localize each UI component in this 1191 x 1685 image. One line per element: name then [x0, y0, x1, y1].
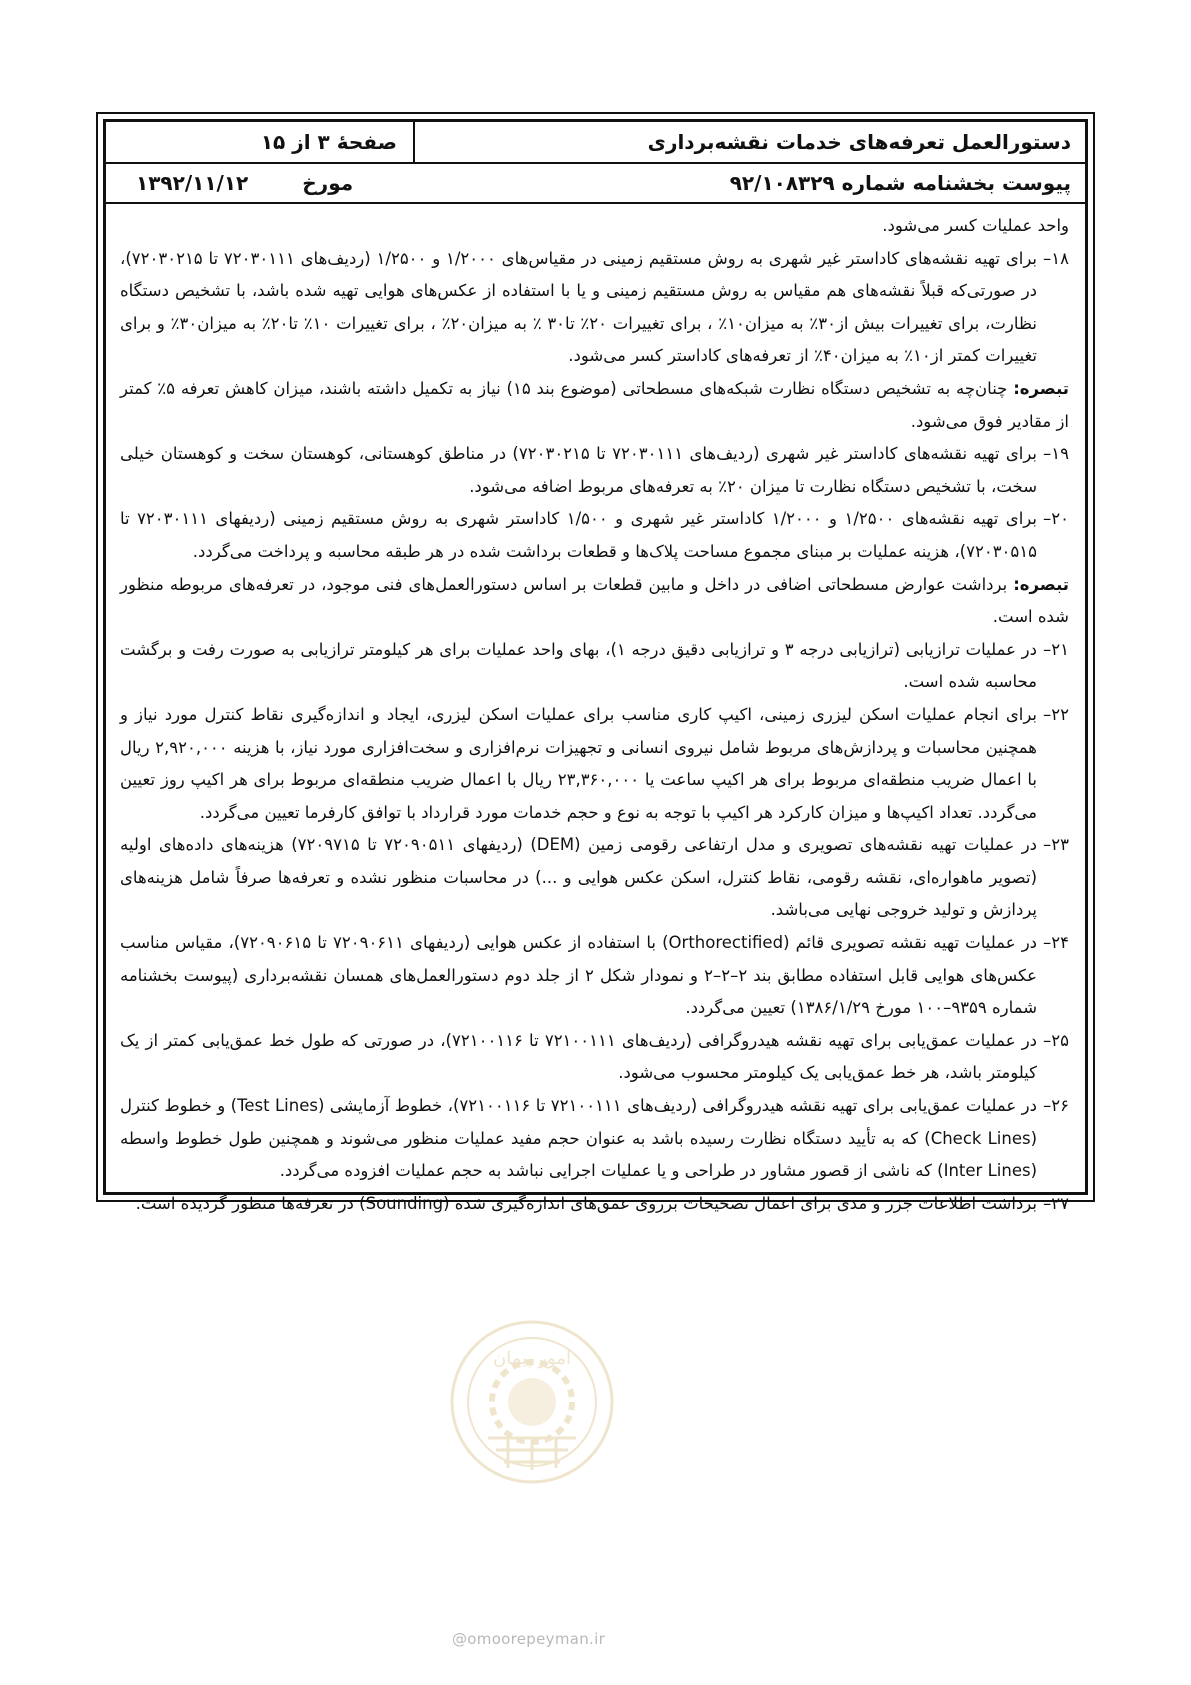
watermark-text: امور پیمان	[493, 1348, 571, 1369]
page-number: صفحهٔ ۳ از ۱۵	[106, 122, 415, 162]
note-text: چنان‌چه به تشخیص دستگاه نظارت شبکه‌های مسطحاتی (موضوع بند ۱۵) نیاز به تکمیل داشته باشند، میزان کاهش تعرفه ۵٪ کمتر از مقادیر فوق می‌شود.	[120, 378, 1069, 431]
list-item-22	[120, 699, 1069, 829]
item-text: برای تهیه نقشه‌های کاداستر غیر شهری (ردیف‌های ۷۲۰۳۰۱۱۱ تا ۷۲۰۳۰۲۱۵) در مناطق کوهستانی، کوهستان سخت و کوهستان خیلی سخت، با تشخیص دستگاه نظارت تا میزان ۲۰٪ به تعرفه‌های مربوط اضافه می‌شود.	[120, 444, 1038, 496]
item-text: در عملیات عمق‌یابی برای تهیه نقشه هیدروگرافی (ردیف‌های ۷۲۱۰۰۱۱۱ تا ۷۲۱۰۰۱۱۶)، در صورتی که طول خط عمق‌یابی کمتر از یک کیلومتر باشد، هر خط عمق‌یابی یک کیلومتر محسوب می‌شود.	[120, 1030, 1038, 1083]
item-number: ۲۷–	[1043, 1193, 1069, 1213]
circular-info	[106, 164, 1085, 202]
list-item-20	[120, 503, 1069, 568]
item-text: در عملیات تهیه نقشه‌های تصویری و مدل ارتفاعی رقومی زمین (DEM) (ردیفهای ۷۲۰۹۰۵۱۱ تا ۷۲۰۹۷۱۵) هزینه‌های داده‌های اولیه (تصویر ماهواره‌ای، نقشه رقومی، نقاط کنترل، اسکن عکس هوایی و ...) در محاسبات منظور نشده و تعرفه‌ها صرفاً شامل هزینه‌های پردازش و تولید خروجی نهایی می‌باشد.	[120, 835, 1038, 920]
item-number: ۲۵–	[1043, 1030, 1069, 1050]
item-number: ۱۸–	[1043, 248, 1069, 268]
note-label: تبصره:	[1013, 574, 1069, 594]
item-text: برای انجام عملیات اسکن لیزری زمینی، اکیپ کاری مناسب برای عملیات اسکن لیزری، ایجاد و اندازه‌گیری نقاط کنترل مورد نیاز و همچنین محاسبات و پردازش‌های مربوط شامل نیروی انسانی و تجهیزات نرم‌افزاری و سخت‌افزاری مورد نیاز، با هزینه ۲,۹۲۰,۰۰۰ ریال با اعمال ضریب منطقه‌ای مربوط برای هر اکیپ ساعت یا ۲۳,۳۶۰,۰۰۰ ریال با اعمال ضریب منطقه‌ای مربوط برای هر اکیپ روز تعیین می‌گردد. تعداد اکیپ‌ها و میزان کارکرد هر اکیپ با توجه به نوع و حجم خدمات مورد قرارداد با توافق کارفرما تعیین می‌گردد.	[120, 704, 1038, 822]
date-group	[136, 171, 353, 195]
list-item-23	[120, 829, 1069, 927]
note-1	[120, 373, 1069, 438]
item-number: ۲۳–	[1043, 835, 1069, 855]
item-number: ۱۹–	[1043, 444, 1069, 464]
item-text: در عملیات تهیه نقشه تصویری قائم (Orthorectified) با استفاده از عکس هوایی (ردیفهای ۷۲۰۹۰۶۱۱ تا ۷۲۰۹۰۶۱۵)، مقیاس مناسب عکس‌های هوایی قابل استفاده مطابق بند ۲–۲–۲ و نمودار شکل ۲ از جلد دوم دستورالعمل‌های همسان نقشه‌برداری (پیوست بخشنامه شماره ۹۳۵۹–۱۰۰ مورخ ۱۳۸۶/۱/۲۹) تعیین می‌گردد.	[120, 933, 1038, 1018]
list-item-21	[120, 634, 1069, 699]
list-item-24	[120, 927, 1069, 1025]
note-label: تبصره:	[1013, 378, 1069, 398]
header-row-2	[106, 164, 1085, 204]
item-text: در عملیات عمق‌یابی برای تهیه نقشه هیدروگرافی (ردیف‌های ۷۲۱۰۰۱۱۱ تا ۷۲۱۰۰۱۱۶)، خطوط آزمایشی (Test Lines) و خطوط کنترل (Check Lines) که به تأیید دستگاه نظارت رسیده باشد به عنوان حجم مفید عملیات منظور می‌شوند و همچنین طول خطوط واسطه (Inter Lines) که ناشی از قصور مشاور در طراحی و یا عملیات اجرایی نباشد به حجم عملیات افزوده می‌گردد.	[120, 1096, 1038, 1181]
document-body	[106, 204, 1085, 1220]
note-text: برداشت عوارض مسطحاتی اضافی در داخل و مابین قطعات بر اساس دستورالعمل‌های فنی موجود، در تعرفه‌های مربوطه منظور شده است.	[120, 574, 1069, 627]
date-value: ۱۳۹۲/۱۱/۱۲	[136, 171, 249, 195]
list-item-25	[120, 1025, 1069, 1090]
watermark-seal-icon	[448, 1318, 616, 1486]
item-number: ۲۲–	[1043, 704, 1069, 724]
item-text: برداشت اطلاعات جزر و مدی برای اعمال تصحیحات برروی عمق‌های اندازه‌گیری شده (Sounding) در تعرفه‌ها منظور گردیده است.	[135, 1193, 1038, 1213]
continuation-line: واحد عملیات کسر می‌شود.	[882, 216, 1069, 235]
item-text: برای تهیه نقشه‌های ۱/۲۵۰۰ و ۱/۲۰۰۰ کاداستر غیر شهری و ۱/۵۰۰ کاداستر شهری به روش مستقیم زمینی (ردیفهای ۷۲۰۳۰۱۱۱ تا ۷۲۰۳۰۵۱۵)، هزینه عملیات بر مبنای مجموع مساحت پلاک‌ها و قطعات برداشت شده در هر طبقه محاسبه و پرداخت می‌گردد.	[120, 509, 1038, 561]
note-2	[120, 569, 1069, 634]
item-number: ۲۶–	[1043, 1096, 1069, 1116]
list-item-27	[120, 1188, 1069, 1221]
footer-url: @omoorepeyman.ir	[452, 1630, 606, 1648]
item-number: ۲۱–	[1043, 639, 1069, 659]
page-frame	[103, 119, 1088, 1213]
item-text: برای تهیه نقشه‌های کاداستر غیر شهری به روش مستقیم زمینی در مقیاس‌های ۱/۲۰۰۰ و ۱/۲۵۰۰ (ردیف‌های ۷۲۰۳۰۱۱۱ تا ۷۲۰۳۰۲۱۵)، در صورتی‌که قبلاً نقشه‌های هم مقیاس به روش مستقیم زمینی و یا با استفاده از عکس‌های هوایی تهیه شده باشد، با تشخیص دستگاه نظارت، برای تغییرات بیش از۳۰٪ به میزان۱۰٪ ، برای تغییرات ۲۰٪ تا۳۰ ٪ به میزان۲۰٪ ، برای تغییرات ۱۰٪ تا۲۰٪ به میزان۳۰٪ و برای تغییرات کمتر از۱۰٪ به میزان۴۰٪ از تعرفه‌های کاداستر کسر می‌شود.	[120, 248, 1038, 366]
date-label: مورخ	[302, 171, 354, 195]
document-title: دستورالعمل تعرفه‌های خدمات نقشه‌برداری	[647, 130, 1071, 154]
item-number: ۲۰–	[1043, 509, 1069, 529]
list-item-19	[120, 438, 1069, 503]
item-number: ۲۴–	[1043, 933, 1069, 953]
item-text: در عملیات ترازیابی (ترازیابی درجه ۳ و ترازیابی دقیق درجه ۱)، بهای واحد عملیات برای هر کیلومتر ترازیابی به صورت رفت و برگشت محاسبه شده است.	[120, 639, 1038, 692]
list-item-26	[120, 1090, 1069, 1188]
list-item-18	[120, 243, 1069, 373]
header-row-1	[106, 122, 1085, 164]
circular-number: پیوست بخشنامه شماره ۹۲/۱۰۸۳۲۹	[729, 171, 1071, 195]
